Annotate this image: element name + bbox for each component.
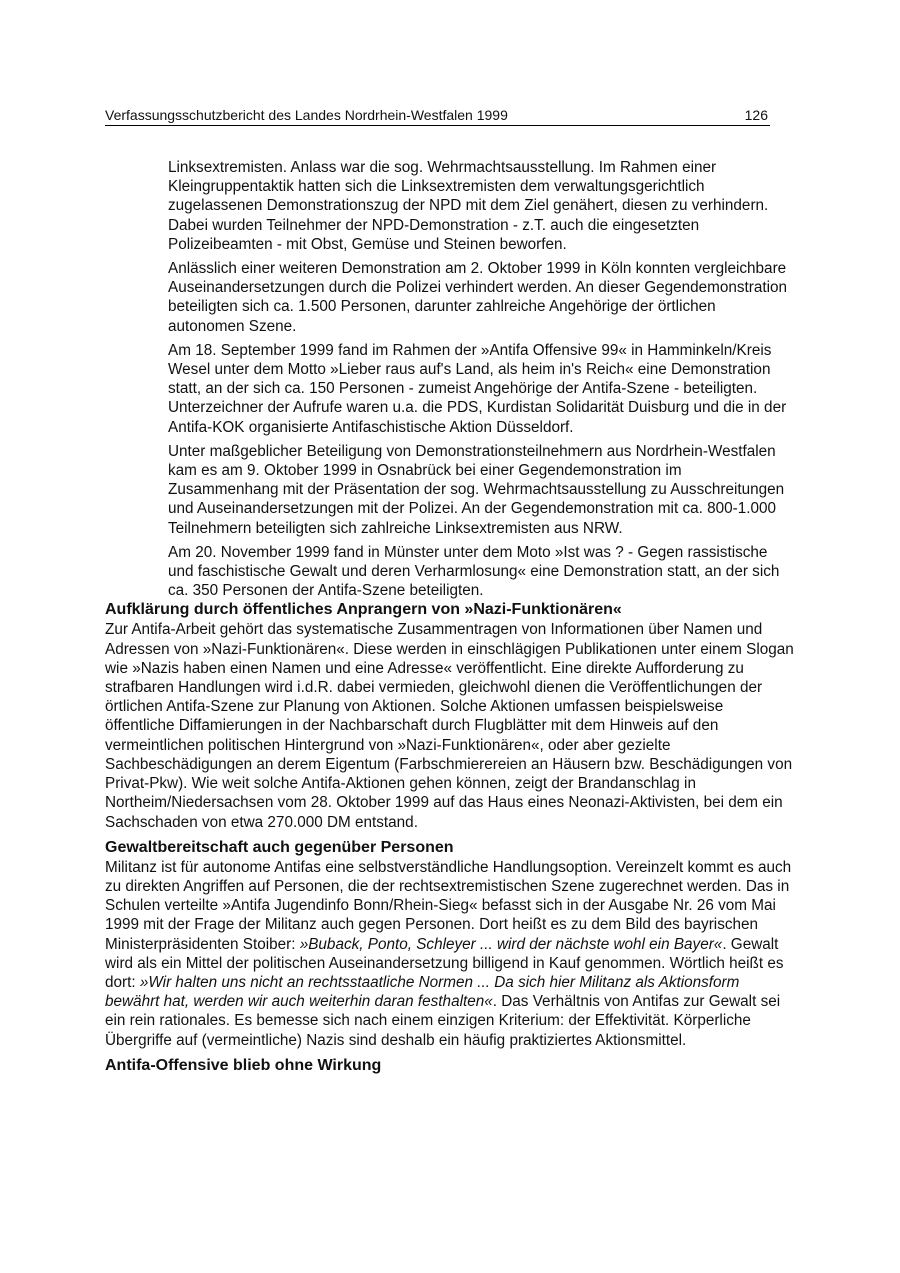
paragraph: Am 20. November 1999 fand in Münster unter dem Moto »Ist was ? - Gegen rassistische und faschistische Gewalt und deren Verharmlosung« eine Demonstration statt, an der sich ca. 350 Personen der Antifa-Szene beteiligten. <box>168 543 780 600</box>
text-run: Militanz ist für autonome Antifas eine selbstverständliche Handlungsoption. Vereinzelt kommt es auch zu direkten Angriffen auf Personen, die der rechtsextremistischen Szene zugerechnet werden. Das in Schulen verteilte »Antifa Jugendinfo Bonn/Rhein-Sieg« befasst sich in der Ausgabe Nr. 26 vom Mai 1999 mit der Frage der Militanz auch gegen Personen. Dort heißt es zu dem Bild des bayrischen Ministerpräsidenten Stoiber: <box>105 858 792 953</box>
section-heading: Aufklärung durch öffentliches Anprangern von »Nazi-Funktionären« <box>105 601 622 619</box>
section-gewaltbereitschaft <box>105 838 795 1050</box>
indented-block <box>168 158 793 600</box>
paragraph: Am 18. September 1999 fand im Rahmen der »Antifa Offensive 99« in Hamminkeln/Kreis Wesel unter dem Motto »Lieber raus auf's Land, als heim in's Reich« eine Demonstration statt, an der sich ca. 150 Personen - zumeist Angehörige der Antifa-Szene - beteiligten. Unterzeichner der Aufrufe waren u.a. die PDS, Kurdistan Solidarität Duisburg und die in der Antifa-KOK organisierte Antifaschistische Aktion Düsseldorf. <box>168 341 787 436</box>
page-number: 126 <box>744 107 768 123</box>
paragraph: Linksextremisten. Anlass war die sog. Wehrmachtsausstellung. Im Rahmen einer Kleingruppentaktik hatten sich die Linksextremisten dem verwaltungsgerichtlich zugelassenen Demonstrationszug der NPD mit dem Ziel genähert, diesen zu verhindern. Dabei wurden Teilnehmer der NPD-Demonstration - z.T. auch die eingesetzten Polizeibeamten - mit Obst, Gemüse und Steinen beworfen. <box>168 159 769 253</box>
text-run: . Das Verhältnis von Antifas zur Gewalt sei ein rein rationales. Es bemesse sich nach einem einzigen Kriterium: der Effektivität. Körperliche Übergriffe auf (vermeintliche) Nazis sind deshalb ein häufig praktiziertes Aktionsmittel. <box>105 993 781 1049</box>
paragraph: Unter maßgeblicher Beteiligung von Demonstrationsteilnehmern aus Nordrhein-Westfalen kam es am 9. Oktober 1999 in Osnabrück bei einer Gegendemonstration im Zusammenhang mit der Präsentation der sog. Wehrmachtsausstellung zu Ausschreitungen und Auseinandersetzungen mit der Polizei. An der Gegendemonstration mit ca. 800-1.000 Teilnehmern beteiligten sich zahlreiche Linksextremisten aus NRW. <box>168 442 785 537</box>
text-run: . Gewalt wird als ein Mittel der politischen Auseinandersetzung billigend in Kauf genommen. Wörtlich heißt es dort: <box>105 935 784 991</box>
paragraph <box>105 858 795 1050</box>
paragraph: Anlässlich einer weiteren Demonstration am 2. Oktober 1999 in Köln konnten vergleichbare Auseinandersetzungen durch die Polizei verhindert werden. An dieser Gegendemonstration beteiligten sich ca. 1.500 Personen, darunter zahlreiche Angehörige der örtlichen autonomen Szene. <box>168 260 788 335</box>
page-content <box>105 158 795 1076</box>
quote: »Buback, Ponto, Schleyer ... wird der nächste wohl ein Bayer« <box>299 935 723 953</box>
header-title: Verfassungsschutzbericht des Landes Nordrhein-Westfalen 1999 <box>105 107 508 123</box>
section-nazi-funktionaere <box>105 600 795 831</box>
page-header <box>105 108 770 126</box>
paragraph: Zur Antifa-Arbeit gehört das systematische Zusammentragen von Informationen über Namen und Adressen von »Nazi-Funktionären«. Diese werden in einschlägigen Publikationen unter einem Slogan wie »Nazis haben einen Namen und eine Adresse« veröffentlicht. Eine direkte Aufforderung zu strafbaren Handlungen wird i.d.R. dabei vermieden, gleichwohl dienen die Veröffentlichungen der örtlichen Antifa-Szene zur Planung von Aktionen. Solche Aktionen umfassen beispielsweise öffentliche Diffamierungen in der Nachbarschaft durch Flugblätter mit dem Hinweis auf den vermeintlichen politischen Hintergrund von »Nazi-Funktionären«, oder aber gezielte Sachbeschädigungen an derem Eigentum (Farbschmierereien an Häusern bzw. Beschädigungen von Privat-Pkw). Wie weit solche Antifa-Aktionen gehen können, zeigt der Brandanschlag in Northeim/Niedersachsen vom 28. Oktober 1999 auf das Haus eines Neonazi-Aktivisten, bei dem ein Sachschaden von etwa 270.000 DM entstand. <box>105 621 794 831</box>
quote: »Wir halten uns nicht an rechtsstaatliche Normen ... Da sich hier Militanz als Aktionsform bewährt hat, werden wir auch weiterhin daran festhalten« <box>105 973 740 1011</box>
section-antifa-offensive <box>105 1056 795 1076</box>
section-heading: Antifa-Offensive blieb ohne Wirkung <box>105 1056 382 1074</box>
section-heading: Gewaltbereitschaft auch gegenüber Personen <box>105 838 454 856</box>
